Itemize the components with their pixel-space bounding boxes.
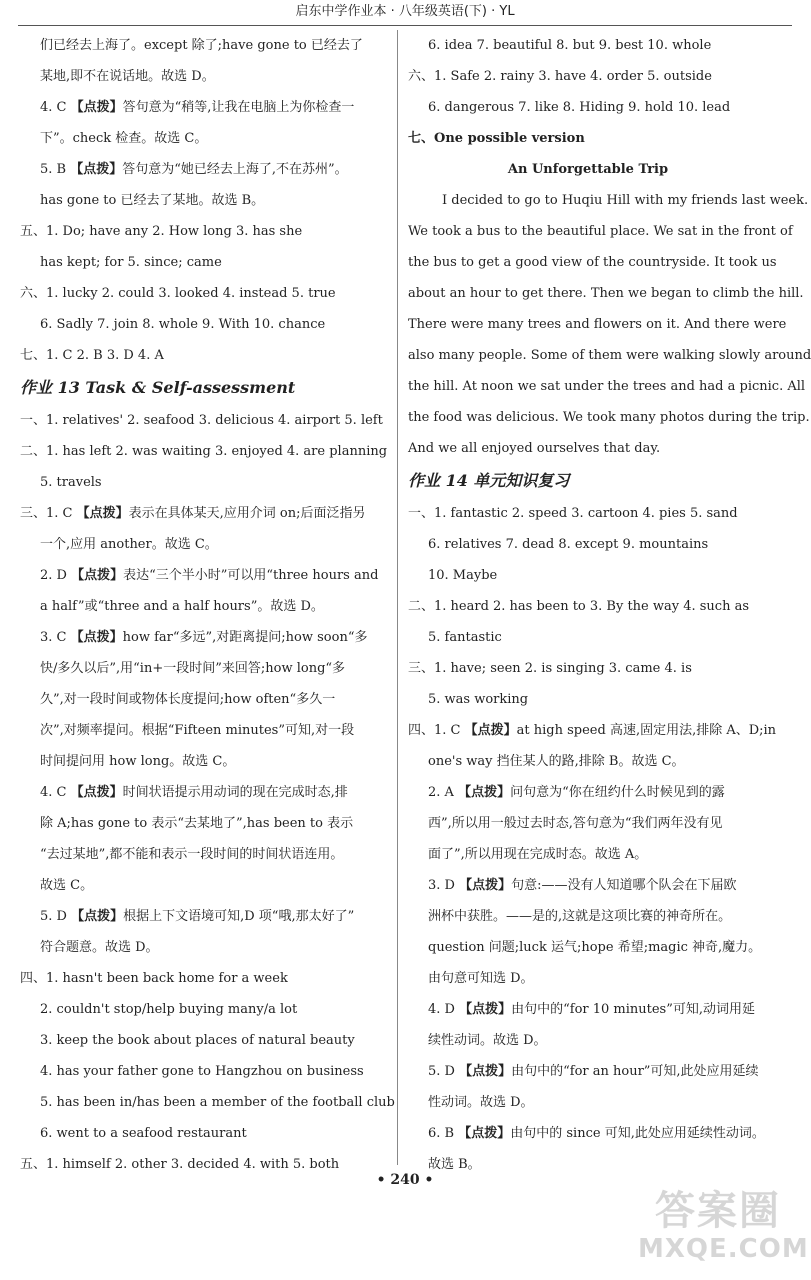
right-line bbox=[408, 1087, 768, 1118]
line-text: 6. dangerous 7. like 8. Hiding 9. hold 10. lead bbox=[428, 100, 731, 115]
right-line bbox=[408, 278, 804, 309]
left-line bbox=[20, 963, 392, 994]
header-rule bbox=[18, 25, 792, 26]
watermark-text: 答案圈 bbox=[655, 1188, 781, 1234]
answer-number: 4. D bbox=[428, 1002, 460, 1017]
line-text: 4. has your father gone to Hangzhou on business bbox=[40, 1064, 364, 1079]
left-line bbox=[20, 622, 392, 653]
right-line bbox=[408, 464, 768, 498]
left-line bbox=[20, 371, 392, 405]
line-text: 六、1. lucky 2. could 3. looked 4. instead 5. true bbox=[20, 286, 336, 301]
left-line bbox=[20, 591, 392, 622]
right-line bbox=[408, 746, 768, 777]
line-text: An Unforgettable Trip bbox=[507, 162, 669, 177]
left-line bbox=[20, 653, 392, 684]
right-line bbox=[408, 1056, 768, 1087]
answer-number: 6. B bbox=[428, 1126, 459, 1141]
right-line bbox=[408, 154, 768, 185]
answer-number: 4. C bbox=[40, 100, 71, 115]
line-text: 久”,对一段时间或物体长度提问;how often“多久一 bbox=[40, 692, 336, 707]
line-text: has kept; for 5. since; came bbox=[40, 255, 222, 270]
line-text: also many people. Some of them were walking slowly around bbox=[408, 348, 811, 363]
tip-label: 【点拨】 bbox=[70, 630, 123, 645]
right-line bbox=[408, 870, 768, 901]
tip-label: 【点拨】 bbox=[76, 506, 129, 521]
line-text: 二、1. has left 2. was waiting 3. enjoyed 4. are planning bbox=[20, 444, 388, 459]
line-text: 6. went to a seafood restaurant bbox=[40, 1126, 247, 1141]
right-line bbox=[408, 92, 768, 123]
left-line bbox=[20, 123, 392, 154]
right-line bbox=[408, 123, 768, 154]
left-line bbox=[20, 216, 392, 247]
right-line bbox=[408, 340, 811, 371]
line-text: 3. keep the book about places of natural beauty bbox=[40, 1033, 355, 1048]
line-text: 快/多久以后”,用“in+一段时间”来回答;how long“多 bbox=[40, 661, 346, 676]
line-text: the bus to get a good view of the countryside. It took us bbox=[408, 255, 777, 270]
right-line bbox=[408, 808, 768, 839]
line-text: 5. travels bbox=[40, 475, 102, 490]
tip-label: 【点拨】 bbox=[71, 909, 124, 924]
right-line bbox=[408, 777, 768, 808]
left-line bbox=[20, 901, 392, 932]
tip-label: 【点拨】 bbox=[70, 100, 123, 115]
line-text: 句意:——没有人知道哪个队会在下届欧 bbox=[511, 878, 737, 893]
line-text: 时间提问用 how long。故选 C。 bbox=[40, 754, 236, 769]
line-text: question 问题;luck 运气;hope 希望;magic 神奇,魔力。 bbox=[428, 940, 762, 955]
left-line bbox=[20, 498, 392, 529]
left-line bbox=[20, 278, 392, 309]
answer-number: 5. B bbox=[40, 162, 71, 177]
left-line bbox=[20, 61, 392, 92]
tip-label: 【点拨】 bbox=[70, 785, 123, 800]
answer-number: 四、1. C bbox=[408, 723, 465, 738]
line-text: 六、1. Safe 2. rainy 3. have 4. order 5. outside bbox=[408, 69, 712, 84]
left-line bbox=[20, 1056, 392, 1087]
right-column bbox=[408, 30, 811, 1180]
right-line bbox=[408, 61, 768, 92]
column-divider bbox=[397, 30, 398, 1165]
line-text: 6. relatives 7. dead 8. except 9. mountains bbox=[428, 537, 709, 552]
left-line bbox=[20, 154, 392, 185]
line-text: 们已经去上海了。except 除了;have gone to 已经去了 bbox=[40, 38, 363, 53]
left-column bbox=[20, 30, 395, 1180]
line-text: 表达“三个半小时”可以用“three hours and bbox=[123, 568, 379, 583]
line-text: 七、1. C 2. B 3. D 4. A bbox=[20, 348, 164, 363]
left-line bbox=[20, 1087, 395, 1118]
line-text: 三、1. have; seen 2. is singing 3. came 4. is bbox=[408, 661, 692, 676]
right-line bbox=[408, 247, 777, 278]
line-text: 洲杯中获胜。——是的,这就是这项比赛的神奇所在。 bbox=[428, 909, 732, 924]
line-text: about an hour to get there. Then we began to climb the hill. bbox=[408, 286, 804, 301]
right-line bbox=[408, 963, 768, 994]
right-line bbox=[408, 591, 768, 622]
right-line bbox=[408, 715, 777, 746]
left-line bbox=[20, 994, 392, 1025]
left-line bbox=[20, 870, 392, 901]
left-line bbox=[20, 436, 392, 467]
line-text: how far“多远”,对距离提问;how soon“多 bbox=[122, 630, 368, 645]
line-text: 由句中的“for 10 minutes”可知,动词用延 bbox=[511, 1002, 756, 1017]
line-text: 由句意可知选 D。 bbox=[428, 971, 534, 986]
right-line bbox=[408, 653, 768, 684]
right-line bbox=[408, 498, 768, 529]
line-text: 时间状语提示用动词的现在完成时态,排 bbox=[122, 785, 348, 800]
page-header: 启东中学作业本 · 八年级英语(下) · YL bbox=[295, 4, 515, 19]
line-text: 答句意为“她已经去上海了,不在苏州”。 bbox=[122, 162, 348, 177]
right-line bbox=[408, 994, 768, 1025]
line-text: 七、One possible version bbox=[408, 131, 585, 146]
line-text: 五、1. Do; have any 2. How long 3. has she bbox=[20, 224, 303, 239]
left-line bbox=[20, 746, 392, 777]
line-text: 6. Sadly 7. join 8. whole 9. With 10. chance bbox=[40, 317, 326, 332]
left-line bbox=[20, 309, 392, 340]
line-text: 续性动词。故选 D。 bbox=[428, 1033, 547, 1048]
line-text: 性动词。故选 D。 bbox=[428, 1095, 534, 1110]
line-text: 一、1. relatives' 2. seafood 3. delicious 4. airport 5. left bbox=[20, 413, 383, 428]
right-line bbox=[408, 309, 787, 340]
answer-number: 5. D bbox=[40, 909, 72, 924]
line-text: one's way 挡住某人的路,排除 B。故选 C。 bbox=[428, 754, 685, 769]
right-line bbox=[408, 1025, 768, 1056]
line-text: 面了”,所以用现在完成时态。故选 A。 bbox=[428, 847, 648, 862]
right-line bbox=[408, 560, 768, 591]
line-text: 6. idea 7. beautiful 8. but 9. best 10. whole bbox=[428, 38, 712, 53]
left-line bbox=[20, 467, 392, 498]
line-text: 答句意为“稍等,让我在电脑上为你检查一 bbox=[122, 100, 355, 115]
left-line bbox=[20, 340, 392, 371]
left-line bbox=[20, 684, 392, 715]
line-text: 故选 C。 bbox=[40, 878, 94, 893]
tip-label: 【点拨】 bbox=[459, 1064, 512, 1079]
line-text: 问句意为“你在纽约什么时候见到的露 bbox=[510, 785, 725, 800]
right-line bbox=[408, 371, 806, 402]
left-line bbox=[20, 808, 392, 839]
watermark-url: MXQE.COM bbox=[638, 1234, 809, 1264]
line-text: has gone to 已经去了某地。故选 B。 bbox=[40, 193, 265, 208]
right-line bbox=[408, 402, 810, 433]
right-line bbox=[408, 1118, 768, 1149]
line-text: 西”,所以用一般过去时态,答句意为“我们两年没有见 bbox=[428, 816, 723, 831]
right-line bbox=[408, 839, 768, 870]
left-line bbox=[20, 932, 392, 963]
line-text: 二、1. heard 2. has been to 3. By the way 4. such as bbox=[408, 599, 750, 614]
answer-number: 3. D bbox=[428, 878, 460, 893]
line-text: a half”或“three and a half hours”。故选 D。 bbox=[40, 599, 324, 614]
right-line bbox=[408, 622, 768, 653]
line-text: at high speed 高速,固定用法,排除 A、D;in bbox=[516, 723, 777, 738]
tip-label: 【点拨】 bbox=[459, 1002, 512, 1017]
watermark-logo bbox=[638, 1188, 809, 1274]
right-line bbox=[408, 185, 809, 216]
line-text: 某地,即不在说话地。故选 D。 bbox=[40, 69, 215, 84]
line-text: 表示在具体某天,应用介词 on;后面泛指另 bbox=[128, 506, 366, 521]
line-text: 符合题意。故选 D。 bbox=[40, 940, 159, 955]
right-line bbox=[408, 529, 768, 560]
tip-label: 【点拨】 bbox=[71, 568, 124, 583]
tip-label: 【点拨】 bbox=[70, 162, 123, 177]
line-text: 次”,对频率提问。根据“Fifteen minutes”可知,对一段 bbox=[40, 723, 355, 738]
right-line bbox=[408, 684, 768, 715]
left-line bbox=[20, 185, 392, 216]
left-line bbox=[20, 839, 392, 870]
line-text: 由句中的 since 可知,此处应用延续性动词。 bbox=[510, 1126, 765, 1141]
line-text: 由句中的“for an hour”可知,此处应用延续 bbox=[511, 1064, 759, 1079]
right-line bbox=[408, 216, 793, 247]
left-line bbox=[20, 1118, 392, 1149]
line-text: 故选 B。 bbox=[428, 1157, 481, 1172]
line-text: the hill. At noon we sat under the trees and had a picnic. All bbox=[408, 379, 806, 394]
line-text: 2. couldn't stop/help buying many/a lot bbox=[40, 1002, 298, 1017]
line-text: We took a bus to the beautiful place. We sat in the front of bbox=[408, 224, 793, 239]
left-line bbox=[20, 529, 392, 560]
line-text: 除 A;has gone to 表示“去某地了”,has been to 表示 bbox=[40, 816, 354, 831]
tip-label: 【点拨】 bbox=[459, 878, 512, 893]
line-text: 10. Maybe bbox=[428, 568, 498, 583]
line-text: the food was delicious. We took many photos during the trip. bbox=[408, 410, 810, 425]
answer-number: 3. C bbox=[40, 630, 71, 645]
left-line bbox=[20, 1025, 392, 1056]
right-line bbox=[408, 433, 768, 464]
page-number: • 240 • bbox=[376, 1172, 434, 1188]
line-text: 一、1. fantastic 2. speed 3. cartoon 4. pies 5. sand bbox=[408, 506, 738, 521]
answer-number: 4. C bbox=[40, 785, 71, 800]
left-line bbox=[20, 777, 392, 808]
left-line bbox=[20, 92, 392, 123]
line-text: 5. has been in/has been a member of the football club bbox=[40, 1095, 395, 1110]
right-line bbox=[408, 932, 768, 963]
line-text: “去过某地”,都不能和表示一段时间的时间状语连用。 bbox=[40, 847, 344, 862]
line-text: 5. was working bbox=[428, 692, 529, 707]
answer-number: 三、1. C bbox=[20, 506, 77, 521]
left-line bbox=[20, 715, 392, 746]
tip-label: 【点拨】 bbox=[458, 785, 511, 800]
line-text: And we all enjoyed ourselves that day. bbox=[408, 441, 661, 456]
line-text: There were many trees and flowers on it. And there were bbox=[408, 317, 787, 332]
left-line bbox=[20, 30, 392, 61]
line-text: 5. fantastic bbox=[428, 630, 502, 645]
line-text: 作业 14 单元知识复习 bbox=[408, 471, 570, 490]
right-line bbox=[408, 901, 768, 932]
answer-number: 5. D bbox=[428, 1064, 460, 1079]
line-text: I decided to go to Huqiu Hill with my friends last week. bbox=[442, 193, 809, 208]
left-line bbox=[20, 247, 392, 278]
left-line bbox=[20, 405, 392, 436]
line-text: 根据上下文语境可知,D 项“哦,那太好了” bbox=[123, 909, 355, 924]
left-line bbox=[20, 560, 392, 591]
line-text: 下”。check 检查。故选 C。 bbox=[40, 131, 208, 146]
tip-label: 【点拨】 bbox=[458, 1126, 511, 1141]
line-text: 五、1. himself 2. other 3. decided 4. with 5. both bbox=[20, 1157, 340, 1172]
tip-label: 【点拨】 bbox=[464, 723, 517, 738]
answer-number: 2. A bbox=[428, 785, 459, 800]
answer-number: 2. D bbox=[40, 568, 72, 583]
line-text: 四、1. hasn't been back home for a week bbox=[20, 971, 288, 986]
right-line bbox=[408, 30, 768, 61]
line-text: 作业 13 Task & Self-assessment bbox=[20, 378, 296, 397]
line-text: 一个,应用 another。故选 C。 bbox=[40, 537, 218, 552]
